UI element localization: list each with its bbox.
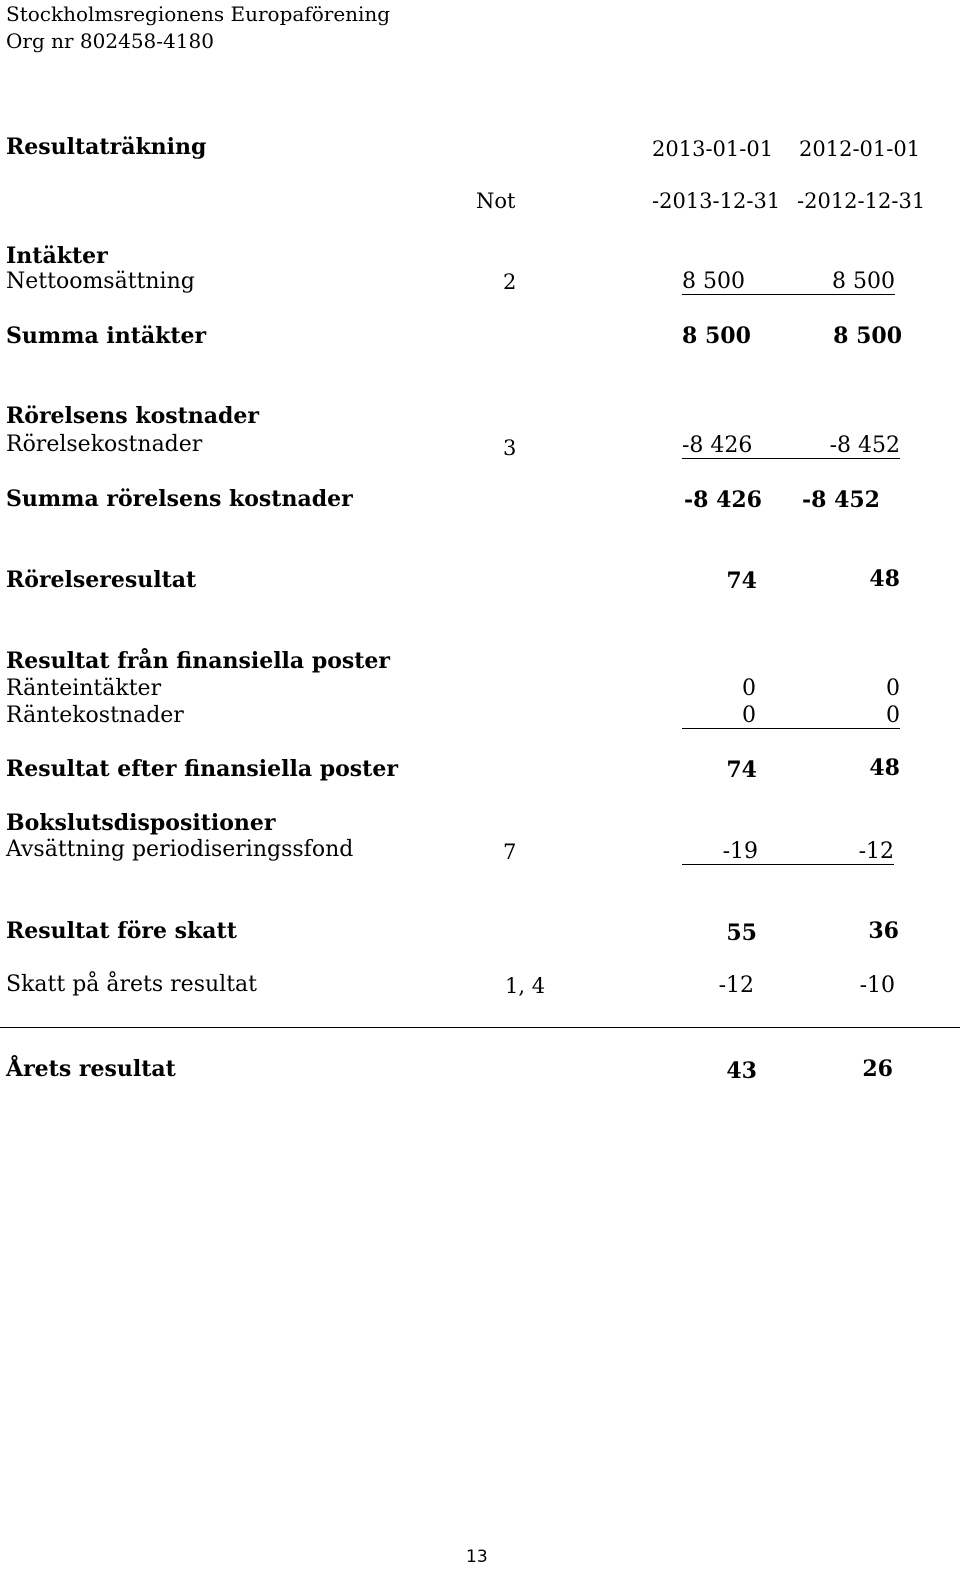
value-2013-rorelsekostnader: -8 426	[682, 433, 757, 459]
value-2013-summa-rorelsens-kostnader: -8 426	[683, 487, 762, 513]
value-2012-periodiseringsfond: -12	[758, 839, 894, 865]
value-2012-summa-intakter: 8 500	[833, 323, 902, 349]
row-note-rorelsekostnader: 3	[503, 436, 517, 460]
row-label-periodiseringsfond: Avsättning periodiseringssfond	[6, 837, 354, 862]
row-note-nettoomsattning: 2	[503, 270, 517, 294]
value-2013-resultat-efter-finansiella-poster: 74	[726, 757, 757, 783]
section-heading-finansiella-poster: Resultat från finansiella poster	[6, 648, 391, 674]
value-2013-rorelseresultat: 74	[726, 568, 757, 594]
value-2012-summa-rorelsens-kostnader: -8 452	[801, 487, 880, 513]
period2-start: 2012-01-01	[799, 137, 921, 161]
value-2013-arets-resultat: 43	[726, 1058, 757, 1084]
note-column-header: Not	[476, 189, 516, 213]
section-heading-intakter: Intäkter	[6, 243, 108, 269]
value-2012-resultat-fore-skatt: 36	[868, 918, 899, 944]
value-2012-rorelseresultat: 48	[869, 566, 900, 592]
page-number: 13	[466, 1547, 488, 1567]
row-label-resultat-efter-finansiella-poster: Resultat efter finansiella poster	[6, 756, 398, 782]
value-2013-periodiseringsfond: -19	[682, 839, 758, 865]
period2-end: -2012-12-31	[797, 189, 926, 213]
section-heading-rorelsens-kostnader: Rörelsens kostnader	[6, 403, 260, 429]
row-label-summa-rorelsens-kostnader: Summa rörelsens kostnader	[6, 486, 353, 512]
row-note-skatt: 1, 4	[505, 974, 546, 998]
row-label-summa-intakter: Summa intäkter	[6, 323, 207, 349]
value-2012-nettoomsattning: 8 500	[750, 269, 895, 295]
statement-title: Resultaträkning	[6, 134, 207, 160]
value-2013-rantekostnader: 0	[682, 703, 756, 729]
organization-number: Org nr 802458-4180	[6, 29, 214, 53]
value-2013-summa-intakter: 8 500	[682, 323, 751, 349]
total-divider-line	[0, 1027, 960, 1028]
row-label-arets-resultat: Årets resultat	[6, 1056, 176, 1082]
value-2013-skatt: -12	[718, 973, 754, 998]
row-label-rorelsekostnader: Rörelsekostnader	[6, 432, 203, 457]
value-2012-resultat-efter-finansiella-poster: 48	[869, 755, 900, 781]
value-2013-nettoomsattning: 8 500	[682, 269, 750, 295]
value-2013-resultat-fore-skatt: 55	[726, 920, 757, 946]
value-2012-rorelsekostnader: -8 452	[757, 433, 900, 459]
row-label-nettoomsattning: Nettoomsättning	[6, 269, 195, 294]
value-2013-ranteintakter: 0	[742, 676, 756, 701]
value-2012-ranteintakter: 0	[886, 676, 900, 701]
row-label-resultat-fore-skatt: Resultat före skatt	[6, 918, 237, 944]
row-label-skatt: Skatt på årets resultat	[6, 972, 257, 997]
period1-end: -2013-12-31	[652, 189, 781, 213]
value-2012-skatt: -10	[859, 973, 895, 998]
value-2012-arets-resultat: 26	[862, 1056, 893, 1082]
row-label-rorelseresultat: Rörelseresultat	[6, 567, 197, 593]
section-heading-bokslutsdispositioner: Bokslutsdispositioner	[6, 810, 276, 836]
row-note-periodiseringsfond: 7	[503, 840, 517, 864]
row-label-ranteintakter: Ränteintäkter	[6, 676, 162, 701]
value-2012-rantekostnader: 0	[756, 703, 900, 729]
row-label-rantekostnader: Räntekostnader	[6, 703, 184, 728]
period1-start: 2013-01-01	[652, 137, 774, 161]
organization-name: Stockholmsregionens Europaförening	[6, 2, 391, 26]
